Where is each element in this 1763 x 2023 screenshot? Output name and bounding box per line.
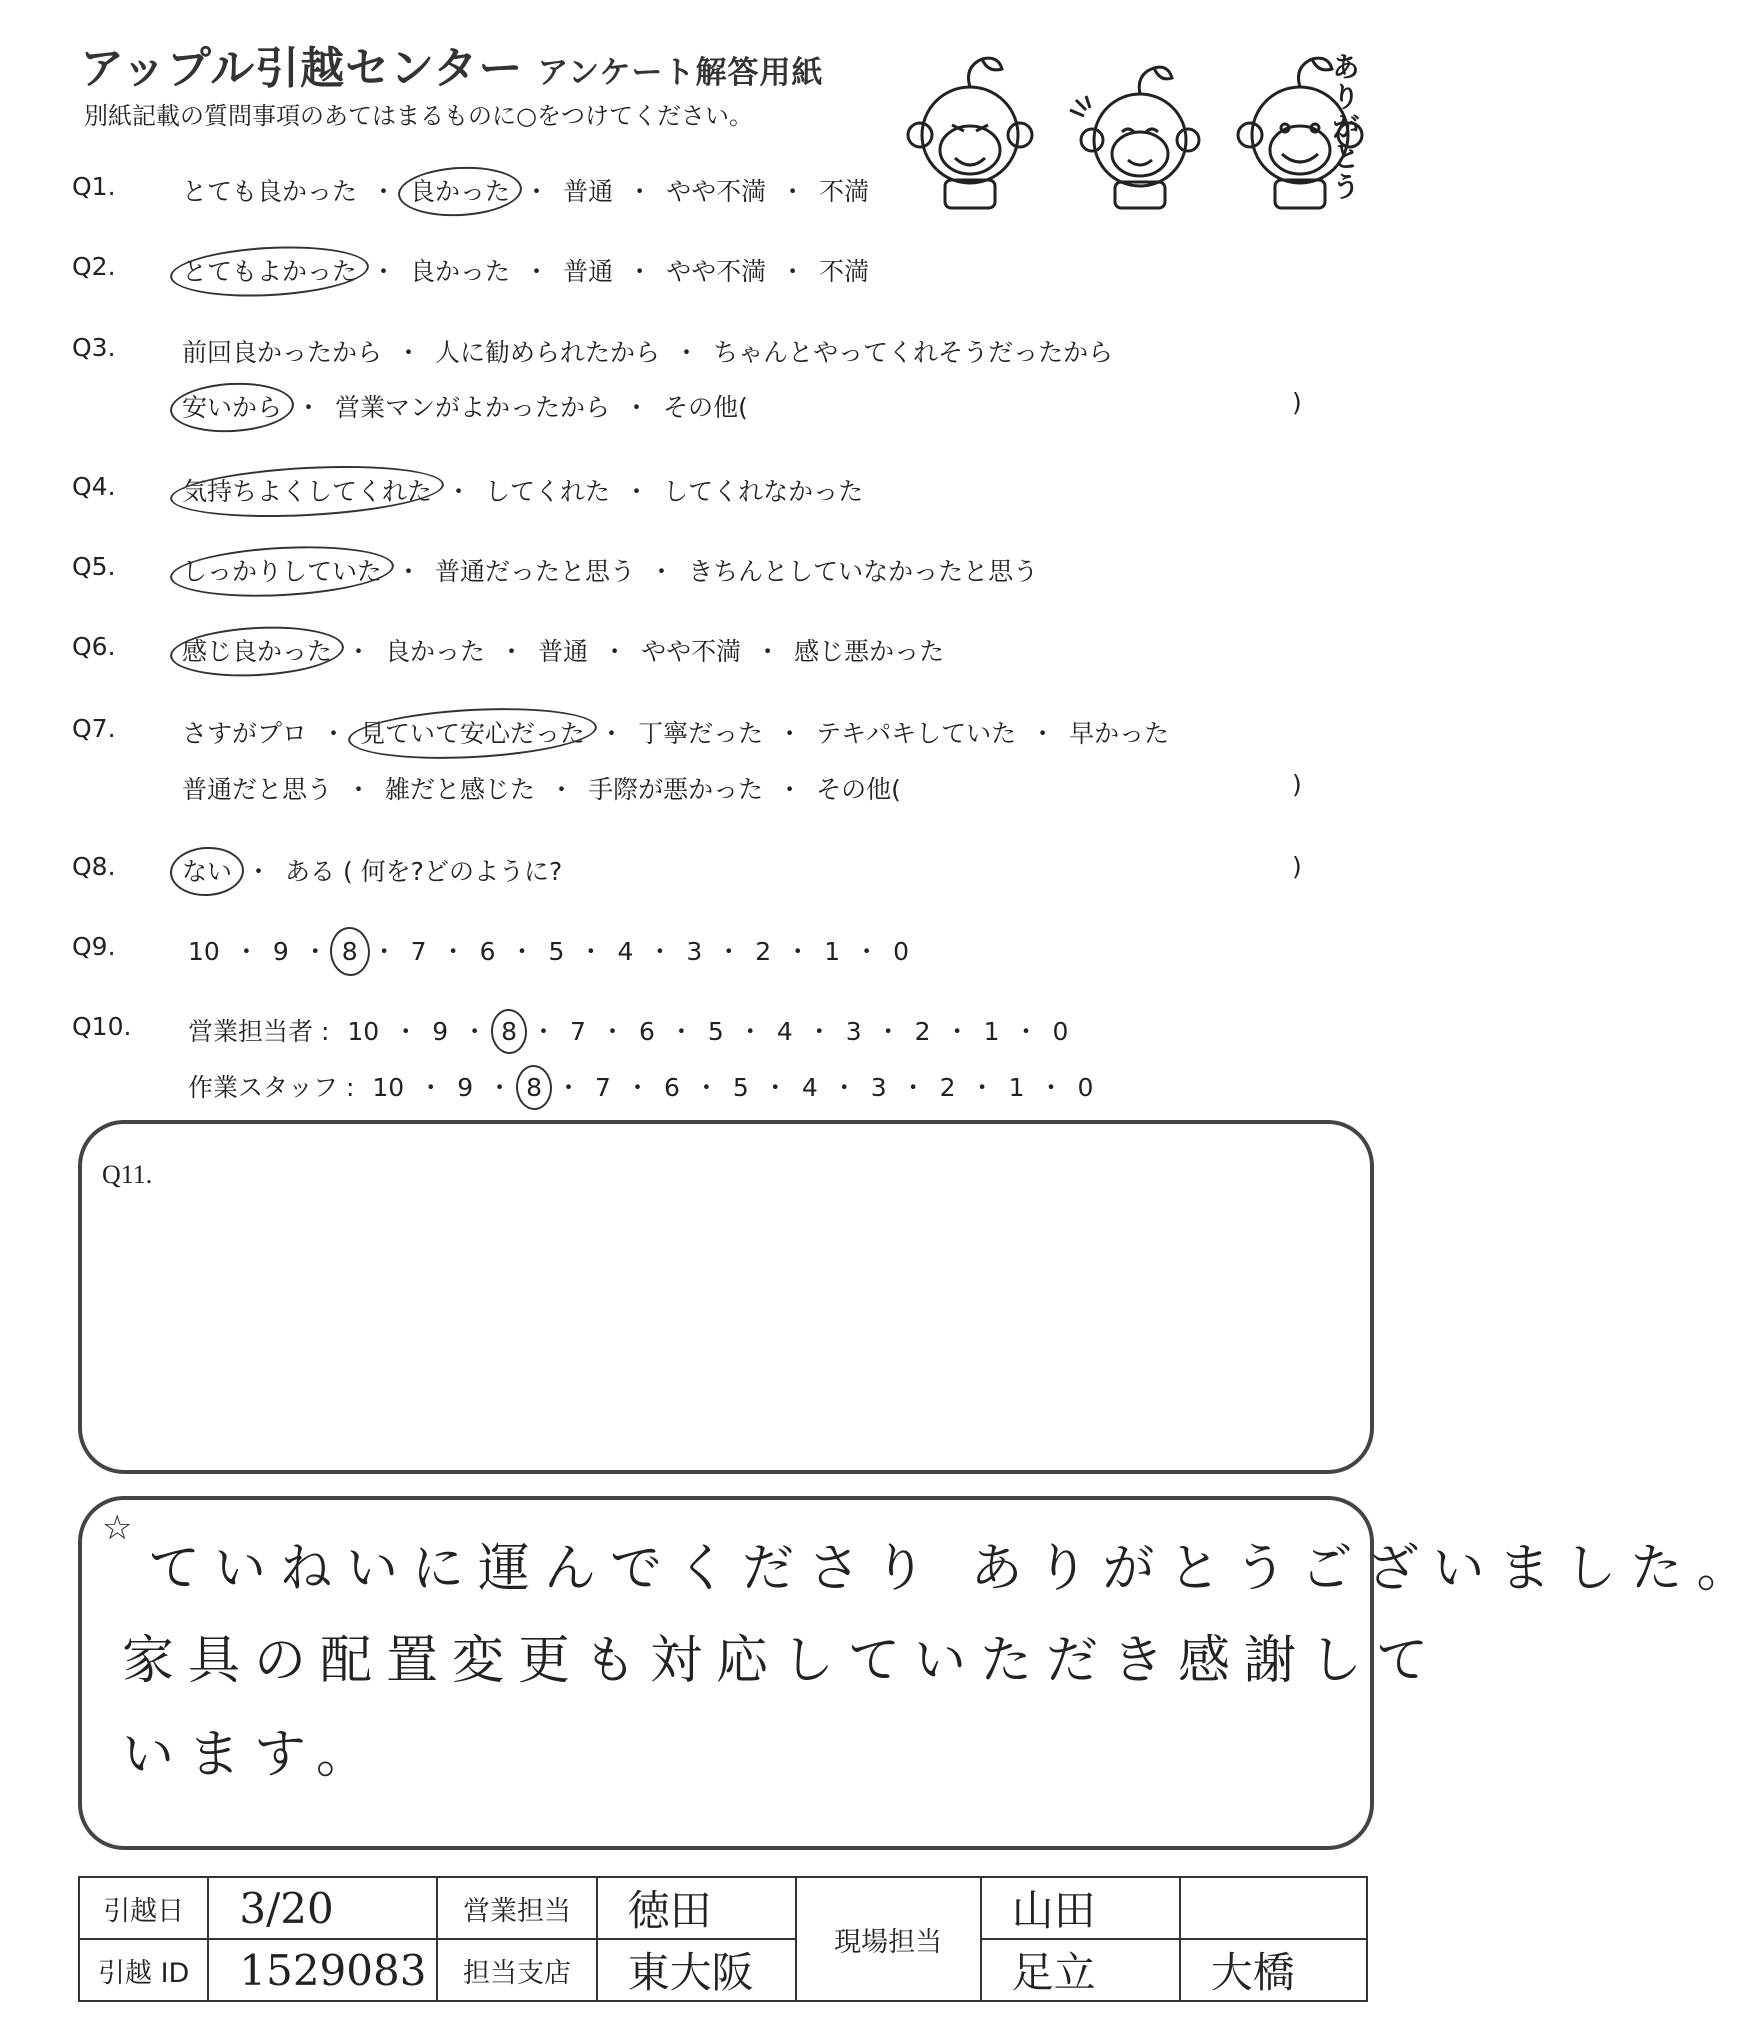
option-separator: ・: [371, 937, 397, 966]
option-separator: ・: [549, 775, 575, 804]
answer-option[interactable]: やや不満: [666, 257, 767, 286]
option-separator: ・: [346, 775, 372, 804]
option-separator: ・: [446, 477, 472, 506]
option-separator: ・: [524, 257, 550, 286]
answer-option-selected[interactable]: 感じ良かった: [182, 637, 332, 666]
selection-circle: [169, 845, 245, 898]
form-title: [80, 32, 824, 96]
answer-option[interactable]: 不満: [819, 177, 870, 206]
option-separator: ・: [737, 1017, 763, 1046]
site-staff-2: 足立: [981, 1939, 1180, 2001]
option-separator: ・: [780, 257, 806, 286]
answer-option[interactable]: きちんとしていなかったと思う: [688, 557, 1039, 586]
rating-value[interactable]: 5: [707, 1017, 724, 1046]
option-separator: ・: [393, 1017, 419, 1046]
rating-value[interactable]: 4: [776, 1017, 793, 1046]
option-separator: ・: [233, 937, 259, 966]
rating-row-label: 作業スタッフ :: [188, 1073, 355, 1102]
answer-option[interactable]: ちゃんとやってくれそうだったから: [713, 338, 1114, 367]
question-label: Q2.: [72, 252, 116, 281]
answer-option[interactable]: 早かった: [1069, 719, 1170, 748]
answer-option[interactable]: 良かった: [410, 257, 511, 286]
answer-option[interactable]: 雑だと感じた: [385, 775, 536, 804]
answer-option[interactable]: してくれた: [485, 477, 611, 506]
answer-option[interactable]: やや不満: [641, 637, 742, 666]
answer-option[interactable]: 普通: [563, 257, 614, 286]
option-separator: ・: [785, 937, 811, 966]
answer-options-row: [182, 472, 863, 508]
option-separator: ・: [509, 937, 535, 966]
form-subtitle: アンケート解答用紙: [537, 55, 824, 91]
answer-options-row: [182, 632, 944, 668]
question-label: Q8.: [72, 852, 116, 881]
option-separator: ・: [418, 1073, 444, 1102]
selection-circle: [169, 380, 295, 435]
option-separator: ・: [693, 1073, 719, 1102]
answer-option[interactable]: 不満: [819, 257, 870, 286]
selection-circle: [490, 1008, 528, 1055]
option-separator: ・: [1013, 1017, 1039, 1046]
move-date-label: 引越日: [79, 1877, 208, 1939]
q11-label: Q11.: [102, 1160, 153, 1189]
option-separator: ・: [531, 1017, 557, 1046]
option-separator: ・: [944, 1017, 970, 1046]
option-separator: ・: [777, 775, 803, 804]
answer-option[interactable]: 9: [272, 937, 289, 966]
option-separator: ・: [440, 937, 466, 966]
answer-option[interactable]: 普通: [563, 177, 614, 206]
rating-value[interactable]: 3: [870, 1073, 887, 1102]
move-date-value: 3/20: [208, 1877, 437, 1939]
rating-row-label: 営業担当者 :: [188, 1017, 330, 1046]
option-separator: ・: [780, 177, 806, 206]
star-icon: ☆: [102, 1508, 133, 1548]
answer-option[interactable]: 0: [893, 937, 910, 966]
question-label: Q5.: [72, 552, 116, 581]
rating-value[interactable]: 6: [638, 1017, 655, 1046]
option-separator: ・: [624, 477, 650, 506]
option-separator: ・: [556, 1073, 582, 1102]
option-separator: ・: [396, 557, 422, 586]
selection-circle: [347, 703, 598, 765]
selection-circle: [169, 541, 395, 602]
close-paren: ): [1292, 852, 1302, 881]
answer-option[interactable]: 営業マンがよかったから: [335, 393, 611, 422]
answer-options-row: [188, 932, 909, 968]
answer-option[interactable]: 普通だったと思う: [435, 557, 636, 586]
answer-option[interactable]: とても良かった: [182, 177, 358, 206]
rating-value[interactable]: 10: [372, 1073, 405, 1102]
option-separator: ・: [668, 1017, 694, 1046]
answer-option[interactable]: 普通: [538, 637, 589, 666]
selection-circle: [328, 926, 370, 977]
close-paren: ): [1292, 388, 1302, 417]
rating-value[interactable]: 7: [570, 1017, 586, 1046]
answer-option[interactable]: してくれなかった: [663, 477, 864, 506]
comment-line-2: 家具の配置変更も対応していただき感謝して: [122, 1631, 1443, 1691]
option-separator: ・: [649, 557, 675, 586]
answer-option[interactable]: 10: [188, 937, 220, 966]
move-id-value: 1529083: [208, 1939, 437, 2001]
rating-value[interactable]: 2: [914, 1017, 931, 1046]
rating-value[interactable]: 2: [939, 1073, 956, 1102]
option-separator: ・: [875, 1017, 901, 1046]
selection-circle: [397, 164, 523, 219]
move-id-label: 引越 ID: [79, 1939, 208, 2001]
site-staff-1: 山田: [981, 1877, 1180, 1939]
option-separator: ・: [602, 637, 628, 666]
site-staff-label: 現場担当: [796, 1877, 981, 2001]
answer-option-selected[interactable]: 気持ちよくしてくれた: [182, 477, 432, 506]
answer-option[interactable]: 4: [617, 937, 634, 966]
question-label: Q6.: [72, 632, 116, 661]
question-label: Q4.: [72, 472, 116, 501]
rating-row: [188, 1012, 1068, 1048]
option-separator: ・: [578, 937, 604, 966]
option-separator: ・: [524, 177, 550, 206]
answer-option[interactable]: 人に勧められたから: [435, 338, 661, 367]
option-separator: ・: [762, 1073, 788, 1102]
option-separator: ・: [346, 637, 372, 666]
rating-value[interactable]: 1: [983, 1017, 1000, 1046]
option-separator: ・: [716, 937, 742, 966]
option-separator: ・: [624, 393, 650, 422]
instruction-text: 別紙記載の質問事項のあてはまるものに○をつけてください。: [84, 102, 753, 130]
mascot-caption: ありがとう: [1328, 52, 1361, 202]
rating-value-selected[interactable]: 8: [501, 1017, 517, 1046]
answer-option-selected[interactable]: しっかりしていた: [182, 557, 382, 586]
sales-person-value: 徳田: [597, 1877, 796, 1939]
answer-option-selected[interactable]: 安いから: [182, 393, 282, 422]
rating-value[interactable]: 9: [432, 1017, 449, 1046]
option-separator: ・: [900, 1073, 926, 1102]
answer-option-selected[interactable]: とてもよかった: [182, 257, 357, 286]
answer-options-row: [182, 770, 901, 806]
comment-line-3: います。: [122, 1725, 382, 1785]
answer-option[interactable]: さすがプロ: [182, 719, 308, 748]
answer-options-row: [182, 388, 748, 424]
answer-option[interactable]: やや不満: [666, 177, 767, 206]
answer-option[interactable]: 丁寧だった: [638, 719, 764, 748]
option-separator: ・: [296, 393, 322, 422]
option-separator: ・: [462, 1017, 488, 1046]
answer-options-row: [182, 333, 1113, 369]
answer-options-row: [182, 852, 562, 888]
rating-value[interactable]: 10: [347, 1017, 380, 1046]
option-separator: ・: [624, 1073, 650, 1102]
branch-value: 東大阪: [597, 1939, 796, 2001]
answer-option[interactable]: 3: [686, 937, 703, 966]
answer-option-selected[interactable]: 8: [342, 937, 358, 966]
rating-value[interactable]: 5: [732, 1073, 749, 1102]
option-separator: ・: [246, 857, 272, 886]
answer-option[interactable]: 手際が悪かった: [588, 775, 764, 804]
rating-row: [188, 1068, 1093, 1104]
answer-options-row: [182, 714, 1169, 750]
option-separator: ・: [599, 1017, 625, 1046]
close-paren: ): [1292, 770, 1302, 799]
rating-value-selected[interactable]: 8: [526, 1073, 542, 1102]
answer-option[interactable]: 7: [410, 937, 427, 966]
selection-circle: [515, 1064, 553, 1111]
answer-options-row: [182, 252, 869, 288]
rating-value[interactable]: 4: [801, 1073, 818, 1102]
answer-option[interactable]: 普通だと思う: [182, 775, 333, 804]
question-label: Q3.: [72, 333, 116, 362]
option-separator: ・: [969, 1073, 995, 1102]
answer-option[interactable]: 前回良かったから: [182, 338, 383, 367]
answer-option[interactable]: 5: [548, 937, 565, 966]
option-separator: ・: [321, 719, 347, 748]
option-separator: ・: [627, 177, 653, 206]
rating-value[interactable]: 3: [845, 1017, 862, 1046]
answer-option-selected[interactable]: ない: [182, 857, 232, 886]
answer-option[interactable]: 1: [824, 937, 841, 966]
selection-circle: [169, 242, 370, 301]
info-table: [78, 1876, 1368, 2002]
option-separator: ・: [371, 177, 397, 206]
option-separator: ・: [499, 637, 525, 666]
branch-label: 担当支店: [437, 1939, 596, 2001]
question-label: Q10.: [72, 1012, 132, 1041]
option-separator: ・: [627, 257, 653, 286]
answer-option-selected[interactable]: 良かった: [410, 177, 510, 206]
option-separator: ・: [806, 1017, 832, 1046]
selection-circle: [169, 460, 445, 523]
answer-option[interactable]: その他(: [816, 775, 901, 804]
answer-options-row: [182, 172, 869, 208]
rating-value[interactable]: 0: [1077, 1073, 1094, 1102]
option-separator: ・: [854, 937, 880, 966]
sales-label: 営業担当: [437, 1877, 596, 1939]
answer-option[interactable]: 良かった: [385, 637, 486, 666]
answer-option[interactable]: その他(: [663, 393, 748, 422]
option-separator: ・: [302, 937, 328, 966]
answer-option[interactable]: 感じ悪かった: [794, 637, 945, 666]
option-separator: ・: [777, 719, 803, 748]
company-name: アップル引越センター: [80, 43, 524, 94]
question-label: Q9.: [72, 932, 116, 961]
site-staff-3: 大橋: [1180, 1939, 1367, 2001]
answer-option[interactable]: テキパキしていた: [816, 719, 1017, 748]
answer-options-row: [182, 552, 1038, 588]
option-separator: ・: [674, 338, 700, 367]
answer-option[interactable]: ある ( 何を?どのように?: [285, 857, 563, 886]
option-separator: ・: [831, 1073, 857, 1102]
rating-value[interactable]: 1: [1008, 1073, 1025, 1102]
option-separator: ・: [755, 637, 781, 666]
question-label: Q7.: [72, 714, 116, 743]
q11-answer-box[interactable]: [78, 1120, 1374, 1474]
answer-option[interactable]: 2: [755, 937, 772, 966]
rating-value[interactable]: 0: [1052, 1017, 1069, 1046]
comment-line-1: ていねいに運んでくださり ありがとうございました。: [148, 1539, 1763, 1599]
selection-circle: [169, 622, 345, 680]
option-separator: ・: [396, 338, 422, 367]
rating-value[interactable]: 9: [457, 1073, 474, 1102]
rating-value[interactable]: 6: [663, 1073, 680, 1102]
rating-value[interactable]: 7: [595, 1073, 611, 1102]
option-separator: ・: [487, 1073, 513, 1102]
option-separator: ・: [599, 719, 625, 748]
answer-option[interactable]: 6: [479, 937, 496, 966]
answer-option-selected[interactable]: 見ていて安心だった: [360, 719, 585, 748]
site-staff-empty: [1180, 1877, 1367, 1939]
option-separator: ・: [1030, 719, 1056, 748]
question-label: Q1.: [72, 172, 116, 201]
option-separator: ・: [647, 937, 673, 966]
option-separator: ・: [371, 257, 397, 286]
option-separator: ・: [1038, 1073, 1064, 1102]
